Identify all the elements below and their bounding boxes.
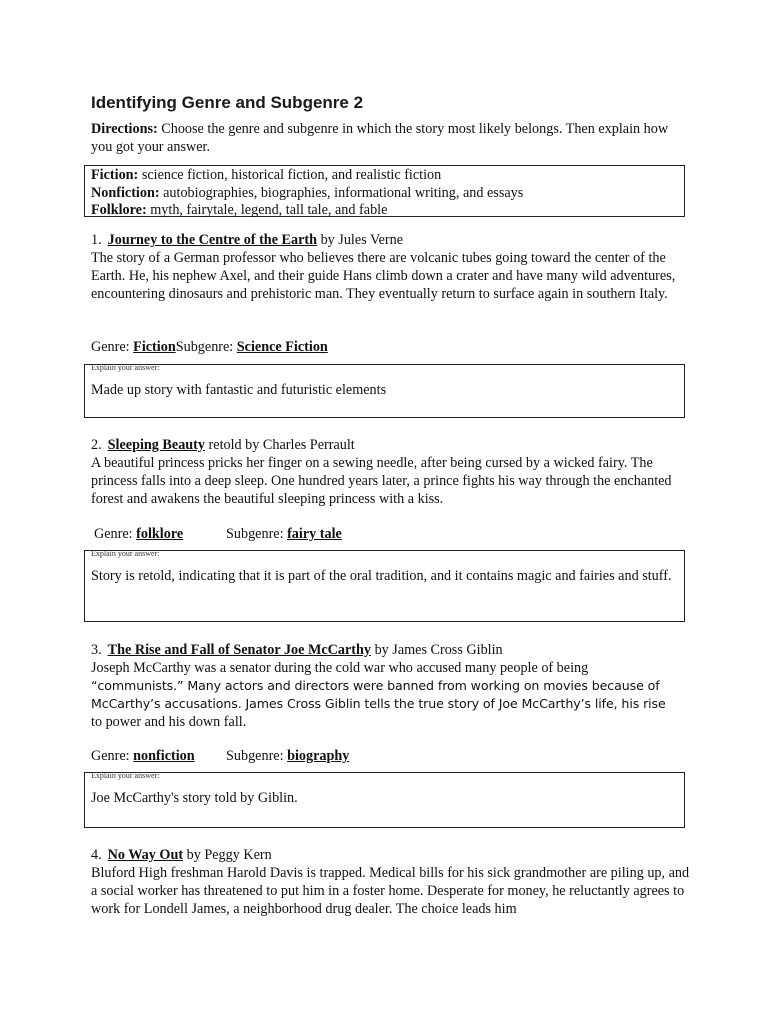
explain-answer-text: Story is retold, indicating that it is part of the oral tradition, and it contains magic and fairies and stuff.	[91, 568, 672, 584]
genre-definition-fiction	[91, 167, 684, 185]
genre-answer[interactable]: Fiction	[133, 339, 176, 355]
subgenre-answer[interactable]: fairy tale	[287, 526, 342, 542]
explain-label: Explain your answer:	[91, 549, 160, 558]
subgenre-line-2	[226, 525, 342, 543]
explain-answer-text: Joe McCarthy's story told by Giblin.	[91, 790, 298, 806]
explain-answer-box-2[interactable]	[84, 550, 685, 622]
genre-label: Genre:	[94, 526, 137, 542]
subgenre-label: Subgenre:	[175, 339, 237, 355]
story-heading	[91, 846, 691, 864]
directions	[91, 120, 691, 156]
genre-text: myth, fairytale, legend, tall tale, and fable	[146, 202, 388, 218]
genre-answer[interactable]: nonfiction	[133, 748, 195, 764]
story-summary-handwritten-style: “communists.” Many actors and directors were banned from working on movies because of McCarthy’s accusations. James Cross Giblin tells the true story of Joe McCarthy’s life, his rise	[91, 678, 666, 711]
story-byline: by Peggy Kern	[183, 847, 272, 863]
story-summary-line: Joseph McCarthy was a senator during the cold war who accused many people of being	[91, 660, 589, 676]
explain-label: Explain your answer:	[91, 771, 160, 780]
story-heading	[91, 231, 691, 249]
genre-text: autobiographies, biographies, informational writing, and essays	[159, 184, 524, 201]
story-number: 1.	[91, 232, 102, 248]
explain-label: Explain your answer:	[91, 363, 160, 372]
story-summary-line: to power and his down fall.	[91, 714, 247, 730]
genre-answer[interactable]: folklore	[136, 526, 184, 542]
genre-label: Genre:	[91, 748, 134, 764]
genre-label: Fiction:	[91, 167, 139, 183]
story-summary: Bluford High freshman Harold Davis is trapped. Medical bills for his sick grandmother are piling up, and a social worker has threatened to put him in a foster home. Desperate for money, he reluctantly agrees to work for Londell James, a neighborhood drug dealer. The choice leads him	[91, 865, 690, 917]
subgenre-line-3	[226, 747, 349, 765]
story-2	[91, 436, 691, 508]
genre-definitions-box	[84, 165, 685, 217]
genre-line-2	[94, 525, 183, 543]
story-title: Journey to the Centre of the Earth	[107, 232, 318, 248]
story-summary: A beautiful princess pricks her finger on a sewing needle, after being cursed by a wicked fairy. The princess falls into a deep sleep. One hundred years later, a prince fights his way through the enchanted forest and awakens the beautiful sleeping princess with a kiss.	[91, 455, 672, 507]
story-heading	[91, 436, 691, 454]
explain-answer-text: Made up story with fantastic and futuristic elements	[91, 382, 387, 398]
story-byline: retold by Charles Perrault	[205, 437, 355, 453]
page-title: Identifying Genre and Subgenre 2	[91, 93, 364, 112]
story-title: No Way Out	[107, 847, 184, 863]
story-number: 4.	[91, 847, 102, 863]
story-4	[91, 846, 691, 918]
genre-label: Nonfiction:	[91, 184, 160, 201]
story-byline: by James Cross Giblin	[371, 642, 503, 658]
story-heading	[91, 641, 691, 659]
explain-answer-box-3[interactable]	[84, 772, 685, 828]
story-3	[91, 641, 691, 731]
genre-line-1	[91, 338, 328, 356]
directions-label: Directions:	[91, 121, 158, 137]
genre-label: Folklore:	[91, 202, 147, 218]
story-number: 2.	[91, 437, 102, 453]
explain-answer-box-1[interactable]	[84, 364, 685, 418]
genre-line-3	[91, 747, 195, 765]
directions-text: Choose the genre and subgenre in which the story most likely belongs. Then explain how you got your answer.	[91, 121, 669, 155]
genre-definition-folklore	[91, 202, 684, 220]
subgenre-answer[interactable]: biography	[287, 748, 350, 764]
story-title: Sleeping Beauty	[107, 437, 205, 453]
genre-label: Genre:	[91, 339, 134, 355]
genre-text: science fiction, historical fiction, and realistic fiction	[138, 167, 442, 183]
story-summary: The story of a German professor who believes there are volcanic tubes going toward the center of the Earth. He, his nephew Axel, and their guide Hans climb down a crater and have many wild adventures, encountering dinosaurs and prehistoric man. They eventually return to surface again in southern Italy.	[91, 250, 676, 302]
story-byline: by Jules Verne	[317, 232, 404, 248]
story-number: 3.	[91, 642, 102, 658]
story-title: The Rise and Fall of Senator Joe McCarthy	[107, 642, 372, 658]
subgenre-label: Subgenre:	[226, 748, 288, 764]
subgenre-label: Subgenre:	[226, 526, 288, 542]
genre-definition-nonfiction	[91, 185, 684, 203]
subgenre-answer[interactable]: Science Fiction	[236, 339, 328, 355]
story-1	[91, 231, 691, 303]
